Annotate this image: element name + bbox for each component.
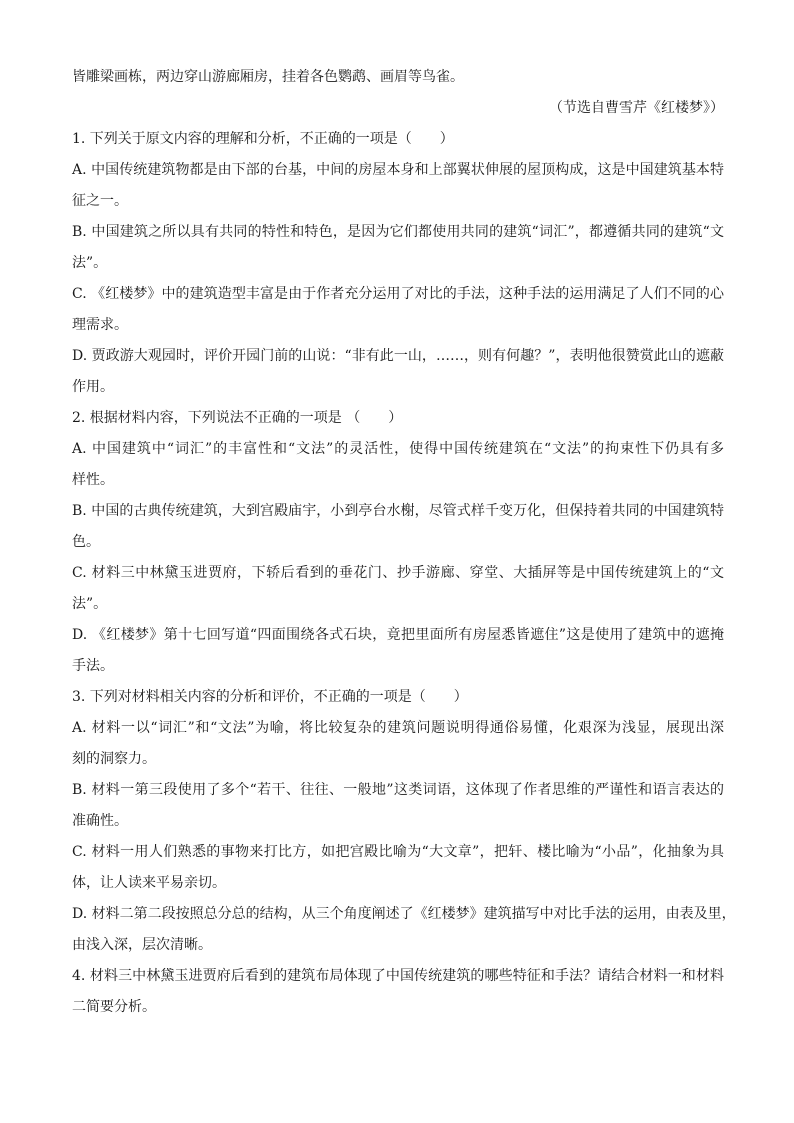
question-3-option-b-cont: 准确性。 [72, 813, 128, 829]
passage-text-line: 皆雕梁画栋，两边穿山游廊厢房，挂着各色鹦鹉、画眉等鸟雀。 [72, 69, 464, 85]
question-2-option-d-cont: 手法。 [72, 658, 114, 674]
question-3-stem: 3. 下列对材料相关内容的分析和评价，不正确的一项是（ ） [72, 689, 468, 705]
question-1-option-d: D. 贾政游大观园时，评价开园门前的山说：“非有此一山，……，则有何趣？”，表明他很赞赏此山的遮蔽 [72, 348, 724, 364]
question-1-stem: 1. 下列关于原文内容的理解和分析，不正确的一项是（ ） [72, 131, 454, 147]
question-4-stem: 4. 材料三中林黛玉进贾府后看到的建筑布局体现了中国传统建筑的哪些特征和手法？请结合材料一和材料 [72, 968, 724, 984]
question-1-option-d-cont: 作用。 [72, 379, 114, 395]
question-3-option-a: A. 材料一以“词汇”和“文法”为喻，将比较复杂的建筑问题说明得通俗易懂，化艰深为浅显，展现出深 [72, 720, 724, 736]
question-3-option-d: D. 材料二第二段按照总分总的结构，从三个角度阐述了《红楼梦》建筑描写中对比手法的运用，由表及里， [72, 906, 736, 922]
question-2-option-b-cont: 色。 [72, 534, 100, 550]
question-2-option-c-cont: 法”。 [72, 596, 108, 612]
question-1-option-a-cont: 征之一。 [72, 193, 128, 209]
document-page [72, 62, 736, 1023]
question-2-stem: 2. 根据材料内容，下列说法不正确的一项是 （ ） [72, 410, 403, 426]
question-1-option-c-cont: 理需求。 [72, 317, 128, 333]
question-1-option-b: B. 中国建筑之所以具有共同的特性和特色，是因为它们都使用共同的建筑“词汇”，都遵循共同的建筑“文 [72, 224, 724, 240]
question-2-option-d: D. 《红楼梦》第十七回写道“四面围绕各式石块，竟把里面所有房屋悉皆遮住”这是使用了建筑中的遮掩 [72, 627, 724, 643]
question-3-option-b: B. 材料一第三段使用了多个“若干、往往、一般地”这类词语，这体现了作者思维的严谨性和语言表达的 [72, 782, 724, 798]
question-2-option-a-cont: 样性。 [72, 472, 114, 488]
question-2-option-b: B. 中国的古典传统建筑，大到宫殿庙宇，小到亭台水榭，尽管式样千变万化，但保持着共同的中国建筑特 [72, 503, 724, 519]
question-2-option-c: C. 材料三中林黛玉进贾府，下轿后看到的垂花门、抄手游廊、穿堂、大插屏等是中国传统建筑上的“文 [72, 565, 724, 581]
question-3-option-a-cont: 刻的洞察力。 [72, 751, 156, 767]
question-3-option-d-cont: 由浅入深，层次清晰。 [72, 937, 212, 953]
question-1-option-c: C. 《红楼梦》中的建筑造型丰富是由于作者充分运用了对比的手法，这种手法的运用满足了人们不同的心 [72, 286, 724, 302]
question-4-stem-cont: 二简要分析。 [72, 999, 156, 1015]
question-2-option-a: A. 中国建筑中“词汇”的丰富性和“文法”的灵活性，使得中国传统建筑在“文法”的拘束性下仍具有多 [72, 441, 724, 457]
question-1-option-b-cont: 法”。 [72, 255, 108, 271]
source-citation: （节选自曹雪芹《红楼梦》） [549, 100, 724, 116]
question-1-option-a: A. 中国传统建筑物都是由下部的台基，中间的房屋本身和上部翼状伸展的屋顶构成，这是中国建筑基本特 [72, 162, 724, 178]
question-3-option-c: C. 材料一用人们熟悉的事物来打比方，如把宫殿比喻为“大文章”，把轩、楼比喻为“小品”，化抽象为具 [72, 844, 724, 860]
question-3-option-c-cont: 体，让人读来平易亲切。 [72, 875, 226, 891]
